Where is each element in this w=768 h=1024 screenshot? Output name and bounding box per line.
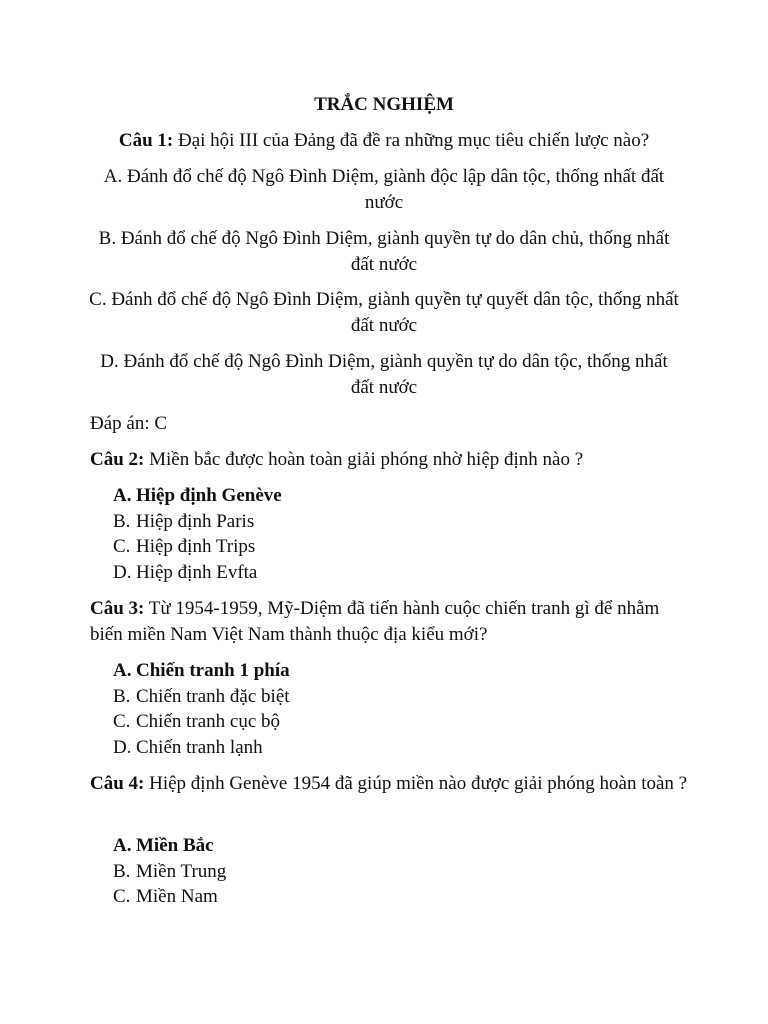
question-2-option-b: B. Hiệp định Paris: [113, 510, 255, 532]
question-4-options: [113, 833, 226, 910]
question-2-option-c: C. Hiệp định Trips: [113, 536, 256, 557]
question-2-options: [113, 483, 282, 585]
question-3-options: [113, 658, 290, 760]
question-1-option-a: A. Đánh đổ chế độ Ngô Đình Diệm, giành độc lập dân tộc, thống nhất đất nước: [103, 166, 665, 213]
question-4-text: Hiệp định Genève 1954 đã giúp miền nào được giải phóng hoàn toàn ?: [144, 773, 688, 794]
question-1-option-b: B. Đánh đổ chế độ Ngô Đình Diệm, giành quyền tự do dân chủ, thống nhất đất nước: [98, 228, 670, 275]
question-3-option-b: B. Chiến tranh đặc biệt: [113, 685, 290, 707]
question-2-option-d: D. Hiệp định Evfta: [113, 561, 258, 583]
question-3-option-c: C. Chiến tranh cục bộ: [113, 711, 281, 732]
question-3-option-a: A. Chiến tranh 1 phía: [113, 660, 290, 681]
question-4-option-c: C. Miền Nam: [113, 886, 218, 907]
question-1-text: Đại hội III của Đảng đã đề ra những mục tiêu chiến lược nào?: [173, 130, 650, 151]
question-4-label: Câu 4:: [90, 773, 145, 794]
question-2-label: Câu 2:: [90, 449, 145, 470]
question-1: [88, 128, 680, 154]
question-3-option-d: D. Chiến tranh lạnh: [113, 736, 263, 758]
question-3: [90, 596, 690, 648]
question-1-label: Câu 1:: [118, 130, 174, 151]
question-1-option-c: C. Đánh đổ chế độ Ngô Đình Diệm, giành quyền tự quyết dân tộc, thống nhất đất nước: [89, 289, 679, 336]
question-3-label: Câu 3:: [90, 598, 145, 619]
question-4-option-b: B. Miền Trung: [113, 860, 227, 882]
question-4-option-a: A. Miền Bắc: [113, 835, 214, 856]
question-2-text: Miền bắc được hoàn toàn giải phóng nhờ hiệp định nào ?: [144, 449, 584, 470]
question-2-option-a: A. Hiệp định Genève: [113, 485, 282, 506]
question-2: [90, 447, 690, 473]
question-4: [90, 771, 690, 797]
question-1-answer: Đáp án: C: [90, 413, 168, 434]
question-3-text: Từ 1954-1959, Mỹ-Diệm đã tiến hành cuộc chiến tranh gì để nhằm biến miền Nam Việt Nam thành thuộc địa kiểu mới?: [90, 598, 660, 645]
question-1-option-d: D. Đánh đổ chế độ Ngô Đình Diệm, giành quyền tự do dân tộc, thống nhất đất nước: [100, 351, 668, 398]
page-title: TRẮC NGHIỆM: [314, 94, 454, 115]
